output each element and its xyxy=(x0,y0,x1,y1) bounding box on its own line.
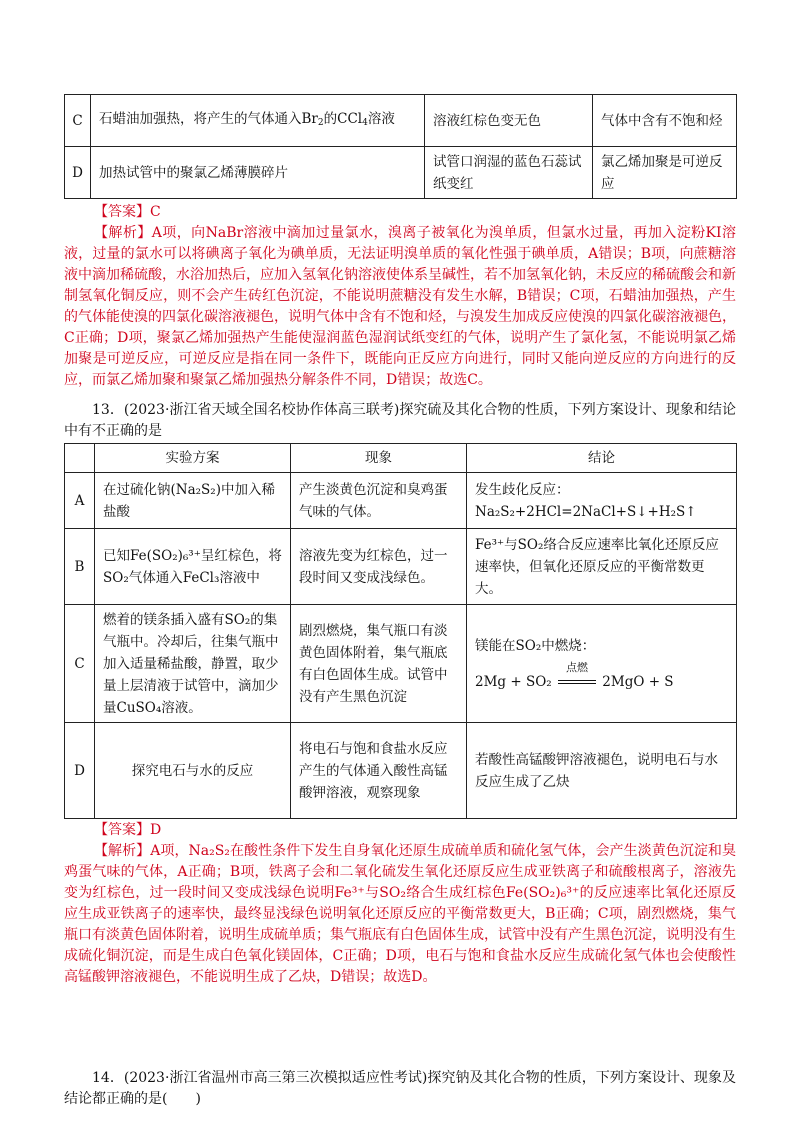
answer-label: 【答案】D xyxy=(94,822,162,838)
conclusion-cell: 若酸性高锰酸钾溶液褪色，说明电石与水反应生成了乙炔 xyxy=(467,723,737,819)
conclusion-cell: 氯乙烯加聚是可逆反应 xyxy=(593,147,737,199)
row-id: B xyxy=(65,529,95,605)
phenomenon-cell: 产生淡黄色沉淀和臭鸡蛋气味的气体。 xyxy=(291,473,467,529)
question-text: 14．(2023·浙江省温州市高三第三次模拟适应性考试)探究钠及其化合物的性质，下列方案设计、现象及结论都正确的是( ) xyxy=(64,1070,736,1107)
conclusion-cell xyxy=(467,473,737,529)
header-phenomenon: 现象 xyxy=(291,444,467,473)
row-id: D xyxy=(65,147,91,199)
answer-analysis: 【解析】A项，Na₂S₂在酸性条件下发生自身氧化还原生成硫单质和硫化氢气体，会产生淡黄色沉淀和臭鸡蛋气味的气体，A正确；B项，铁离子会和二氧化硫发生氧化还原反应生成亚铁离子和硫酸根离子，溶液先变为红棕色，过一段时间又变成浅绿色说明Fe³⁺与SO₂络合生成红棕色Fe(SO₂)₆³⁺的反应速率比氧化还原反应生成亚铁离子的速率快，最终显浅绿色说明氧化还原反应的平衡常数更大，B正确；C项，剧烈燃烧，集气瓶口有淡黄色固体附着，说明生成硫单质；集气瓶底有白色固体生成，试管中没有产生黑色沉淀，说明没有生成硫化铜沉淀，而是生成白色氧化镁固体，C正确；D项，电石与饱和食盐水反应生成硫化氢气体也会使酸性高锰酸钾溶液褪色，不能说明生成了乙炔，D错误；故选D。 xyxy=(64,843,736,985)
row-id: A xyxy=(65,473,95,529)
reaction-equation xyxy=(475,660,728,693)
equation-left: 2Mg + SO₂ xyxy=(475,673,552,690)
conclusion-cell: 气体中含有不饱和烃 xyxy=(593,95,737,147)
question-text: 13．(2023·浙江省天域全国名校协作体高三联考)探究硫及其化合物的性质，下列方案设计、现象和结论中有不正确的是 xyxy=(64,402,736,439)
conclusion-title: 发生歧化反应： xyxy=(475,481,570,498)
phenomenon-cell: 剧烈燃烧，集气瓶口有淡黄色固体附着，集气瓶底有白色固体生成。试管中没有产生黑色沉淀 xyxy=(291,605,467,723)
plan-cell: 探究电石与水的反应 xyxy=(95,723,291,819)
row-id: C xyxy=(65,605,95,723)
plan-cell: 已知Fe(SO₂)₆³⁺呈红棕色，将SO₂气体通入FeCl₃溶液中 xyxy=(95,529,291,605)
phenomenon-cell: 将电石与饱和食盐水反应产生的气体通入酸性高锰酸钾溶液，观察现象 xyxy=(291,723,467,819)
equation-right: 2MgO + S xyxy=(602,673,674,690)
table-row xyxy=(65,473,737,529)
question-13 xyxy=(64,400,736,442)
phenomenon-cell: 溶液先变为红棕色，过一段时间又变成浅绿色。 xyxy=(291,529,467,605)
row-id: C xyxy=(65,95,91,147)
table-row xyxy=(65,147,737,199)
experiment-table-q12 xyxy=(64,94,737,199)
conclusion-cell: Fe³⁺与SO₂络合反应速率比氧化还原反应速率快，但氧化还原反应的平衡常数更大。 xyxy=(467,529,737,605)
plan-cell: 燃着的镁条插入盛有SO₂的集气瓶中。冷却后，往集气瓶中加入适量稀盐酸，静置，取少量上层清液于试管中，滴加少量CuSO₄溶液。 xyxy=(95,605,291,723)
conclusion-cell xyxy=(467,605,737,723)
table-row xyxy=(65,529,737,605)
plan-cell: 加热试管中的聚氯乙烯薄膜碎片 xyxy=(91,147,425,199)
table-row xyxy=(65,723,737,819)
table-row xyxy=(65,605,737,723)
plan-cell: 在过硫化钠(Na₂S₂)中加入稀盐酸 xyxy=(95,473,291,529)
equation-condition-arrow xyxy=(556,660,598,693)
experiment-table-q13 xyxy=(64,443,737,819)
table-header-row xyxy=(65,444,737,473)
table-row xyxy=(65,95,737,147)
phenomenon-cell: 溶液红棕色变无色 xyxy=(425,95,593,147)
header-plan: 实验方案 xyxy=(95,444,291,473)
conclusion-title: 镁能在SO₂中燃烧： xyxy=(475,637,596,654)
answer-block-12 xyxy=(64,202,736,391)
header-conclusion: 结论 xyxy=(467,444,737,473)
question-14 xyxy=(64,1068,736,1110)
header-blank xyxy=(65,444,95,473)
conclusion-equation: Na₂S₂+2HCl=2NaCl+S↓+H₂S↑ xyxy=(475,503,697,520)
answer-label: 【答案】C xyxy=(94,204,161,220)
answer-analysis: 【解析】A项，向NaBr溶液中滴加过量氯水，溴离子被氧化为溴单质，但氯水过量，再加入淀粉KI溶液，过量的氯水可以将碘离子氧化为碘单质，无法证明溴单质的氧化性强于碘单质，A错误；B项，向蔗糖溶液中滴加稀硫酸，水浴加热后，应加入氢氧化钠溶液使体系呈碱性，若不加氢氧化钠，未反应的稀硫酸会和新制氢氧化铜反应，则不会产生砖红色沉淀，不能说明蔗糖没有发生水解，B错误；C项，石蜡油加强热，产生的气体能使溴的四氯化碳溶液褪色，说明气体中含有不饱和烃，与溴发生加成反应使溴的四氯化碳溶液褪色，C正确；D项，聚氯乙烯加强热产生能使湿润蓝色湿润试纸变红的气体，说明产生了氯化氢，不能说明氯乙烯加聚是可逆反应，可逆反应是指在同一条件下，既能向正反应方向进行，同时又能向逆反应的方向进行的反应，而氯乙烯加聚和聚氯乙烯加强热分解条件不同，D错误；故选C。 xyxy=(64,225,736,388)
plan-cell: 石蜡油加强热，将产生的气体通入$Br_2$的CCl$_4$溶液 xyxy=(91,95,425,147)
answer-block-13 xyxy=(64,820,736,988)
row-id: D xyxy=(65,723,95,819)
phenomenon-cell: 试管口润湿的蓝色石蕊试纸变红 xyxy=(425,147,593,199)
equation-condition: 点燃 xyxy=(565,660,588,674)
